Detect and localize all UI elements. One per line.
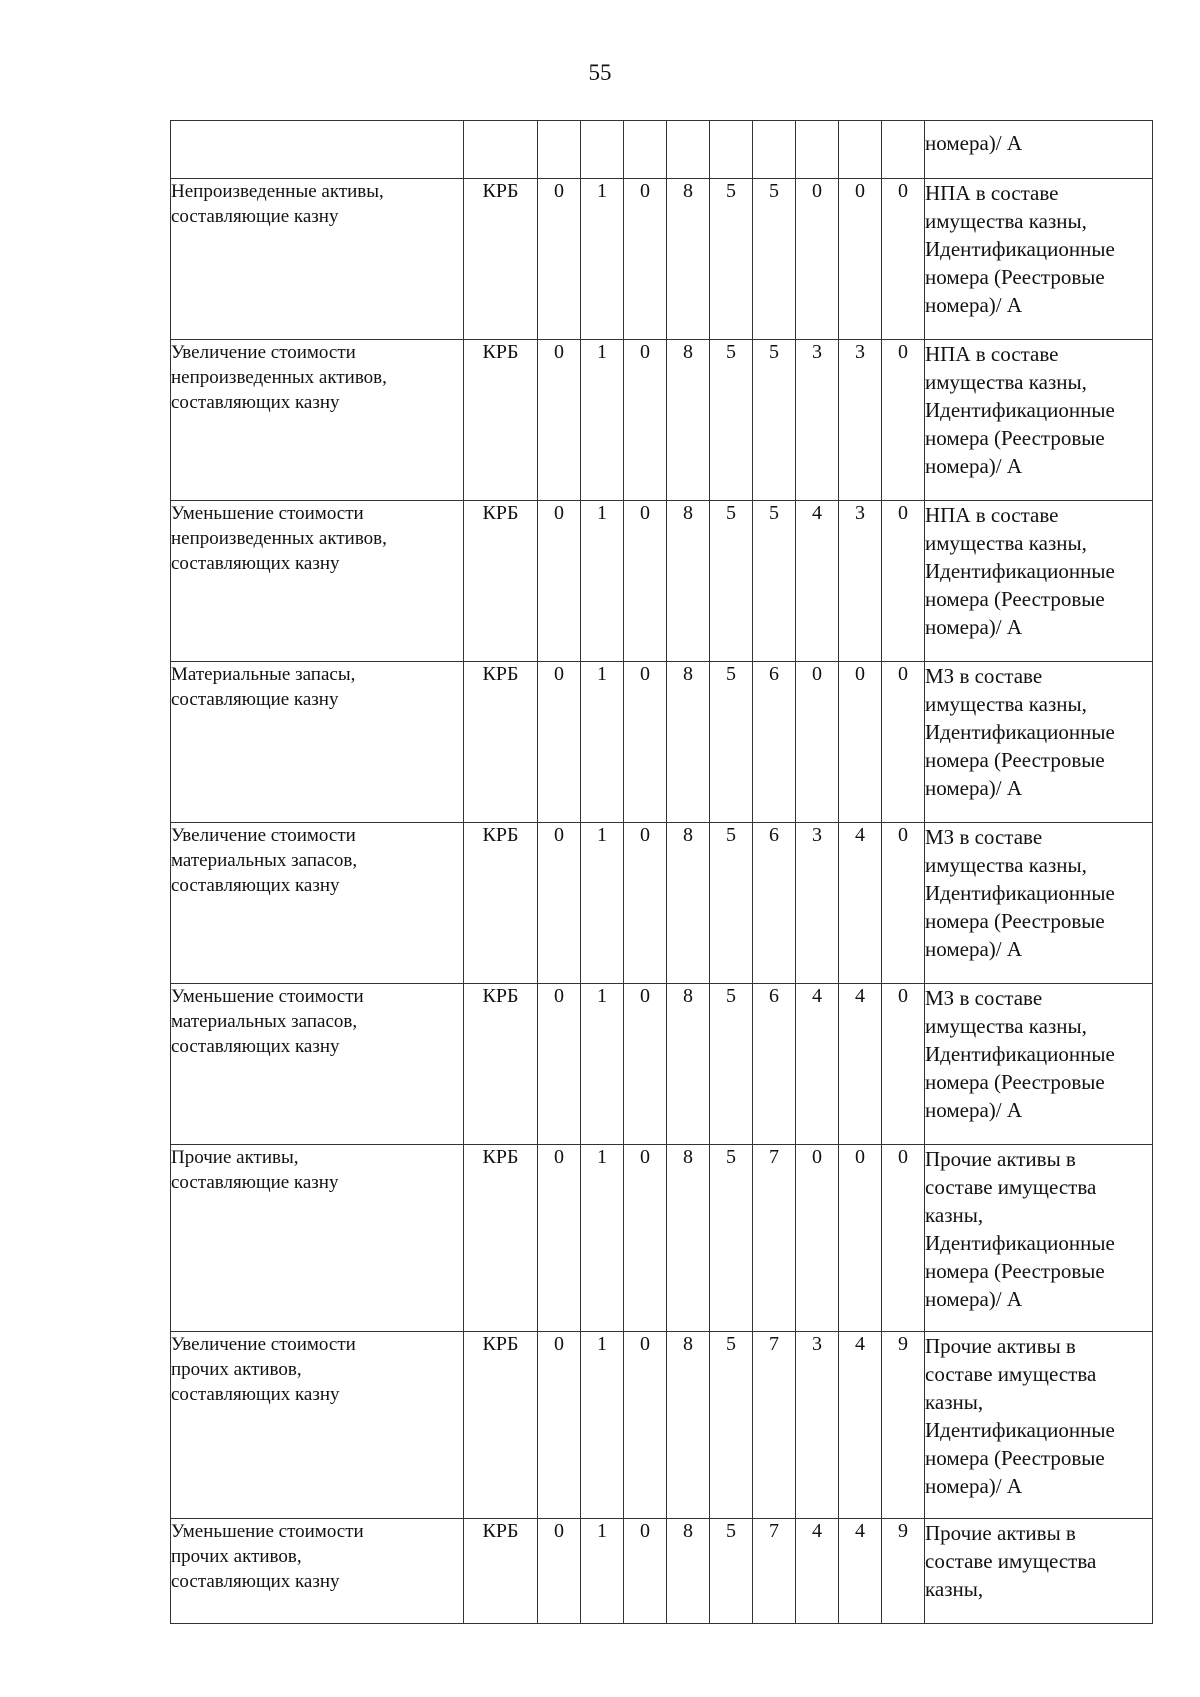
row-name-cell: Уменьшение стоимости материальных запасов, составляющих казну (171, 984, 464, 1145)
digit-cell: 5 (710, 1519, 753, 1624)
digit-cell: 5 (753, 340, 796, 501)
digit-cell: 4 (796, 1519, 839, 1624)
digit-cell: 0 (624, 340, 667, 501)
digit-cell: 0 (538, 823, 581, 984)
table-row-continuation (171, 121, 1153, 179)
digit-cell: 0 (839, 179, 882, 340)
digit-cell: 6 (753, 984, 796, 1145)
digit-cell (839, 121, 882, 179)
digit-cell: 0 (624, 179, 667, 340)
digit-cell: 1 (581, 823, 624, 984)
table-row (171, 1145, 1153, 1332)
digit-cell: 8 (667, 1519, 710, 1624)
digit-cell: 1 (581, 1519, 624, 1624)
row-code-cell: КРБ (464, 1519, 538, 1624)
digit-cell: 0 (839, 1145, 882, 1332)
row-analytics-cell: МЗ в составе имущества казны, Идентификационные номера (Реестровые номера)/ А (925, 823, 1153, 984)
digit-cell: 5 (710, 179, 753, 340)
digit-cell: 0 (882, 179, 925, 340)
table-row (171, 823, 1153, 984)
row-code-cell: КРБ (464, 1145, 538, 1332)
digit-cell: 0 (839, 662, 882, 823)
row-name-cell: Увеличение стоимости материальных запасов, составляющих казну (171, 823, 464, 984)
digit-cell: 1 (581, 1332, 624, 1519)
digit-cell: 5 (710, 662, 753, 823)
row-analytics-cell: НПА в составе имущества казны, Идентификационные номера (Реестровые номера)/ А (925, 340, 1153, 501)
row-analytics-cell: номера)/ А (925, 121, 1153, 179)
digit-cell: 0 (796, 1145, 839, 1332)
row-name-cell (171, 121, 464, 179)
digit-cell: 0 (882, 662, 925, 823)
digit-cell: 1 (581, 984, 624, 1145)
digit-cell: 5 (710, 984, 753, 1145)
digit-cell (538, 121, 581, 179)
digit-cell: 8 (667, 662, 710, 823)
digit-cell: 0 (538, 179, 581, 340)
digit-cell: 0 (624, 1519, 667, 1624)
digit-cell: 0 (538, 984, 581, 1145)
table-row (171, 501, 1153, 662)
digit-cell: 1 (581, 662, 624, 823)
digit-cell: 8 (667, 179, 710, 340)
accounts-table (170, 120, 1153, 1624)
digit-cell: 3 (839, 501, 882, 662)
row-code-cell: КРБ (464, 984, 538, 1145)
row-analytics-cell: МЗ в составе имущества казны, Идентификационные номера (Реестровые номера)/ А (925, 984, 1153, 1145)
digit-cell: 8 (667, 1145, 710, 1332)
row-name-cell: Увеличение стоимости непроизведенных активов, составляющих казну (171, 340, 464, 501)
digit-cell: 8 (667, 501, 710, 662)
digit-cell: 5 (710, 1145, 753, 1332)
row-code-cell: КРБ (464, 179, 538, 340)
digit-cell: 4 (796, 984, 839, 1145)
digit-cell: 0 (882, 984, 925, 1145)
digit-cell: 4 (839, 1519, 882, 1624)
digit-cell: 0 (882, 1145, 925, 1332)
table-row (171, 1519, 1153, 1624)
digit-cell: 8 (667, 1332, 710, 1519)
table-row (171, 340, 1153, 501)
digit-cell (624, 121, 667, 179)
row-code-cell: КРБ (464, 501, 538, 662)
row-code-cell: КРБ (464, 1332, 538, 1519)
page-number: 55 (588, 60, 612, 85)
digit-cell: 8 (667, 984, 710, 1145)
digit-cell: 0 (538, 340, 581, 501)
digit-cell: 0 (882, 501, 925, 662)
digit-cell: 8 (667, 340, 710, 501)
row-name-cell: Материальные запасы, составляющие казну (171, 662, 464, 823)
digit-cell: 0 (796, 662, 839, 823)
row-analytics-cell: НПА в составе имущества казны, Идентификационные номера (Реестровые номера)/ А (925, 501, 1153, 662)
digit-cell (667, 121, 710, 179)
digit-cell: 7 (753, 1519, 796, 1624)
row-code-cell: КРБ (464, 662, 538, 823)
digit-cell (796, 121, 839, 179)
digit-cell: 0 (538, 501, 581, 662)
table-row (171, 179, 1153, 340)
digit-cell: 3 (796, 340, 839, 501)
digit-cell: 5 (710, 1332, 753, 1519)
row-name-cell: Уменьшение стоимости непроизведенных активов, составляющих казну (171, 501, 464, 662)
row-code-cell (464, 121, 538, 179)
digit-cell: 6 (753, 662, 796, 823)
digit-cell: 5 (753, 179, 796, 340)
digit-cell: 0 (538, 1519, 581, 1624)
row-name-cell: Непроизведенные активы, составляющие казну (171, 179, 464, 340)
digit-cell: 0 (538, 1332, 581, 1519)
digit-cell: 0 (624, 1145, 667, 1332)
digit-cell: 5 (710, 501, 753, 662)
table-row (171, 984, 1153, 1145)
row-analytics-cell: Прочие активы в составе имущества казны, Идентификационные номера (Реестровые номера)/ А (925, 1145, 1153, 1332)
digit-cell: 1 (581, 501, 624, 662)
row-analytics-cell: НПА в составе имущества казны, Идентификационные номера (Реестровые номера)/ А (925, 179, 1153, 340)
digit-cell (581, 121, 624, 179)
digit-cell: 3 (839, 340, 882, 501)
row-analytics-cell: МЗ в составе имущества казны, Идентификационные номера (Реестровые номера)/ А (925, 662, 1153, 823)
digit-cell: 0 (882, 823, 925, 984)
digit-cell: 0 (624, 1332, 667, 1519)
table-row (171, 1332, 1153, 1519)
row-analytics-cell: Прочие активы в составе имущества казны, Идентификационные номера (Реестровые номера)/ А (925, 1332, 1153, 1519)
digit-cell: 1 (581, 1145, 624, 1332)
digit-cell: 6 (753, 823, 796, 984)
digit-cell: 5 (710, 823, 753, 984)
digit-cell: 5 (710, 340, 753, 501)
digit-cell (882, 121, 925, 179)
digit-cell: 7 (753, 1145, 796, 1332)
digit-cell: 3 (796, 1332, 839, 1519)
digit-cell: 7 (753, 1332, 796, 1519)
table-row (171, 662, 1153, 823)
digit-cell: 0 (624, 662, 667, 823)
digit-cell: 9 (882, 1332, 925, 1519)
digit-cell: 1 (581, 179, 624, 340)
digit-cell: 1 (581, 340, 624, 501)
digit-cell: 4 (839, 984, 882, 1145)
digit-cell: 4 (839, 823, 882, 984)
digit-cell (710, 121, 753, 179)
digit-cell: 5 (753, 501, 796, 662)
digit-cell: 4 (839, 1332, 882, 1519)
digit-cell: 0 (538, 1145, 581, 1332)
digit-cell: 8 (667, 823, 710, 984)
digit-cell: 4 (796, 501, 839, 662)
digit-cell: 0 (538, 662, 581, 823)
digit-cell: 0 (624, 823, 667, 984)
digit-cell (753, 121, 796, 179)
row-analytics-cell: Прочие активы в составе имущества казны, (925, 1519, 1153, 1624)
digit-cell: 0 (882, 340, 925, 501)
digit-cell: 0 (796, 179, 839, 340)
row-name-cell: Уменьшение стоимости прочих активов, составляющих казну (171, 1519, 464, 1624)
row-name-cell: Прочие активы, составляющие казну (171, 1145, 464, 1332)
digit-cell: 3 (796, 823, 839, 984)
digit-cell: 0 (624, 984, 667, 1145)
row-code-cell: КРБ (464, 823, 538, 984)
digit-cell: 9 (882, 1519, 925, 1624)
digit-cell: 0 (624, 501, 667, 662)
row-code-cell: КРБ (464, 340, 538, 501)
row-name-cell: Увеличение стоимости прочих активов, составляющих казну (171, 1332, 464, 1519)
